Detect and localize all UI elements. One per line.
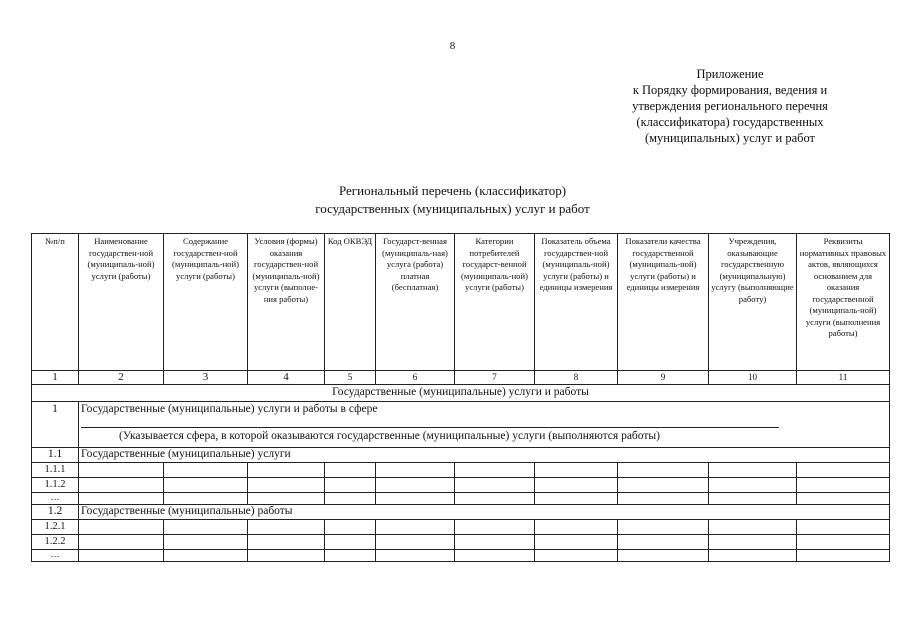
header-cell: Реквизиты нормативных правовых актов, являющихся основанием для оказания государственной (муниципаль-ной) услуги (выполнения работы) (797, 234, 890, 371)
subsection-row (32, 448, 890, 463)
appendix-line: (муниципальных) услуг и работ (644, 131, 816, 145)
column-number: 2 (79, 371, 164, 385)
appendix-block (600, 66, 860, 146)
sphere-hint: (Указывается сфера, в которой оказываются государственные (муниципальные) услуги (выполняются работы) (119, 430, 660, 442)
subsection-title: Государственные (муниципальные) услуги (79, 448, 890, 463)
header-cell: Показатель объема государствен-ной (муниципаль-ной) услуги (работы) и единицы измерения (535, 234, 618, 371)
section-title: Государственные (муниципальные) услуги и работы (32, 385, 890, 402)
header-cell: Учреждения, оказывающие государственную (муниципальную) услугу (выполняющие работу) (709, 234, 797, 371)
ellipsis-row (32, 493, 890, 505)
sphere-row (32, 402, 890, 448)
row-number: 1 (32, 402, 79, 448)
appendix-line: к Порядку формирования, ведения и (632, 83, 828, 97)
appendix-line: Приложение (696, 67, 764, 81)
column-number: 11 (797, 371, 890, 385)
row-number: 1.2.2 (32, 535, 79, 550)
document-title (0, 182, 905, 218)
column-number: 4 (248, 371, 325, 385)
row-number: 1.2 (32, 505, 79, 520)
ellipsis: … (32, 550, 79, 562)
column-number: 8 (535, 371, 618, 385)
column-number: 7 (455, 371, 535, 385)
fill-in-line (81, 427, 779, 428)
page-number: 8 (449, 40, 456, 52)
ellipsis-row (32, 550, 890, 562)
table-row (32, 535, 890, 550)
column-number: 3 (164, 371, 248, 385)
header-cell: Наименование государствен-ной (муниципаль-ной) услуги (работы) (79, 234, 164, 371)
row-number: 1.1.1 (32, 463, 79, 478)
column-number: 10 (709, 371, 797, 385)
row-number: 1.1.2 (32, 478, 79, 493)
ellipsis: … (32, 493, 79, 505)
row-number: 1.2.1 (32, 520, 79, 535)
table-row (32, 520, 890, 535)
header-cell: Содержание государствен-ной (муниципаль-ной) услуги (работы) (164, 234, 248, 371)
header-cell: Код ОКВЭД (325, 234, 376, 371)
appendix-line: утверждения регионального перечня (632, 99, 828, 113)
sphere-text: Государственные (муниципальные) услуги и работы в сфере (81, 403, 378, 415)
column-number: 5 (325, 371, 376, 385)
header-cell: №п/п (32, 234, 79, 371)
title-line: Региональный перечень (классификатор) (338, 183, 567, 198)
row-number: 1.1 (32, 448, 79, 463)
header-cell: Показатели качества государственной (муниципаль-ной) услуги (работы) и единицы измерения (618, 234, 709, 371)
subsection-title: Государственные (муниципальные) работы (79, 505, 890, 520)
column-number: 9 (618, 371, 709, 385)
column-number: 6 (376, 371, 455, 385)
column-number: 1 (32, 371, 79, 385)
section-row (32, 385, 890, 402)
header-cell: Условия (формы) оказания государствен-ной (муниципаль-ной) услуги (выполне-ния работы) (248, 234, 325, 371)
table-row (32, 463, 890, 478)
header-cell: Государст-венная (муниципаль-ная) услуга (работа) платная (бесплатная) (376, 234, 455, 371)
appendix-line: (классификатора) государственных (636, 115, 824, 129)
sphere-cell (79, 402, 890, 448)
title-line: государственных (муниципальных) услуг и работ (315, 201, 590, 216)
column-number-row (32, 371, 890, 385)
header-cell: Категории потребителей государст-венной (муниципаль-ной) услуги (работы) (455, 234, 535, 371)
header-row (32, 234, 890, 371)
table-row (32, 478, 890, 493)
subsection-row (32, 505, 890, 520)
classifier-table (31, 233, 890, 562)
